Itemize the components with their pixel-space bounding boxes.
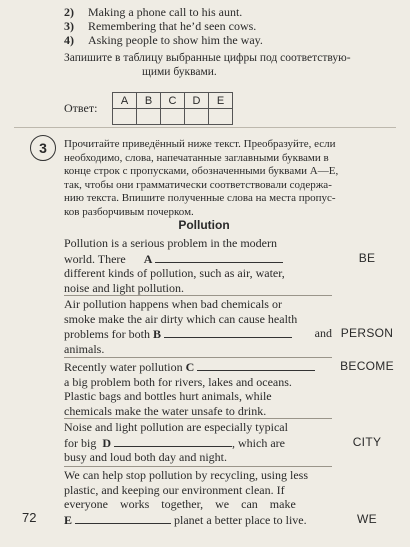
option-number: 3): [64, 19, 74, 33]
answer-cell-input[interactable]: [185, 109, 209, 125]
text-title: Pollution: [178, 218, 230, 232]
option-4: [64, 33, 263, 47]
word-be: BE: [358, 251, 376, 265]
gap-letter-b: B: [153, 327, 162, 341]
text-fragment: problems for both: [64, 327, 150, 341]
instruction-line: щими буквами.: [142, 66, 217, 78]
paragraph-2: [64, 297, 332, 356]
instruction-line: ков разборчивым почерком.: [64, 205, 194, 218]
paragraph-3: [64, 359, 332, 418]
instruction-line: необходимо, слова, напечатанные заглавными буквами в: [64, 151, 329, 164]
row-divider: [64, 466, 332, 467]
word-city: CITY: [352, 435, 382, 449]
answer-cell-header: B: [137, 93, 161, 109]
gap-letter-d: D: [102, 435, 111, 450]
word-person: PERSON: [340, 326, 394, 340]
answer-cell-header: D: [185, 93, 209, 109]
paragraph-5: [64, 468, 332, 527]
text-line: noise and light pollution.: [64, 280, 184, 295]
text-line: Air pollution happens when bad chemicals or: [64, 297, 282, 311]
answer-cell-input[interactable]: [137, 109, 161, 125]
row-divider: [64, 418, 332, 419]
answer-cell-header: A: [113, 93, 137, 109]
text-fragment: planet a better place to live.: [174, 512, 307, 527]
gap-e-blank[interactable]: [75, 512, 171, 524]
text-fragment: and: [314, 326, 332, 340]
option-number: 4): [64, 33, 74, 47]
text-line: [64, 512, 332, 528]
paragraph-1: [64, 236, 332, 295]
answer-cell-input[interactable]: [113, 109, 137, 125]
answer-label: Ответ:: [64, 101, 98, 115]
answer-table: [112, 92, 233, 125]
instruction-line: Прочитайте приведённый ниже текст. Преобразуйте, если: [64, 138, 336, 150]
page-number: 72: [22, 510, 37, 525]
option-text: Making a phone call to his aunt.: [88, 5, 243, 19]
text-line: a big problem both for rivers, lakes and oceans.: [64, 374, 292, 389]
answer-row: [64, 92, 233, 125]
text-fragment: , which are: [232, 435, 285, 450]
instruction-line: нию текста. Впишите полученные слова на места пропус-: [64, 192, 336, 204]
instruction-line: так, чтобы они грамматически соответствовали содержа-: [64, 178, 332, 191]
word-we: WE: [357, 512, 377, 526]
answer-cell-input[interactable]: [161, 109, 185, 125]
task-instruction: [64, 138, 396, 219]
text-line: different kinds of pollution, such as air, water,: [64, 266, 285, 280]
text-line: smoke make the air dirty which can cause health: [64, 311, 298, 326]
instruction-line: конце строк с пропусками, обозначенными буквами A—E,: [64, 165, 339, 177]
text-line: [64, 359, 332, 375]
text-line: Pollution is a serious problem in the modern: [64, 236, 277, 250]
text-fragment: for big: [64, 435, 97, 450]
text-line: busy and loud both day and night.: [64, 450, 227, 464]
gap-letter-e: E: [64, 512, 73, 527]
task-number-badge: 3: [30, 135, 56, 161]
option-text: Asking people to show him the way.: [88, 33, 263, 47]
text-line: We can help stop pollution by recycling, using less: [64, 468, 308, 482]
answer-cell-header: C: [161, 93, 185, 109]
gap-c-blank[interactable]: [197, 359, 315, 371]
answer-cell-header: E: [209, 93, 233, 109]
answer-cell-input[interactable]: [209, 109, 233, 125]
text-line: Plastic bags and bottles hurt animals, while: [64, 389, 272, 403]
gap-letter-c: C: [185, 360, 195, 374]
text-line: chemicals make the water unsafe to drink.: [64, 403, 267, 418]
option-number: 2): [64, 5, 74, 19]
text-fragment: world. There: [64, 251, 126, 266]
section-divider: [14, 127, 396, 128]
option-3: [64, 19, 256, 33]
gap-d-blank[interactable]: [114, 435, 232, 447]
text-line: Noise and light pollution are especially typical: [64, 420, 288, 434]
gap-letter-a: A: [143, 251, 153, 266]
gap-b-blank[interactable]: [164, 326, 292, 338]
text-line: [64, 435, 332, 451]
text-line: [64, 326, 332, 342]
option-text: Remembering that he’d seen cows.: [88, 19, 257, 33]
text-line: everyone works together, we can make: [64, 497, 296, 511]
word-become: BECOME: [340, 359, 394, 373]
table-instruction: [64, 51, 351, 79]
text-line: animals.: [64, 341, 105, 356]
row-divider: [64, 357, 332, 358]
option-2: [64, 5, 242, 19]
text-line: [64, 251, 332, 267]
gap-a-blank[interactable]: [155, 251, 283, 263]
text-fragment: Recently water pollution: [64, 360, 183, 374]
paragraph-4: [64, 420, 332, 465]
instruction-line: Запишите в таблицу выбранные цифры под соответствую-: [64, 52, 351, 64]
row-divider: [64, 295, 332, 296]
text-line: plastic, and keeping our environment clean. If: [64, 482, 285, 497]
